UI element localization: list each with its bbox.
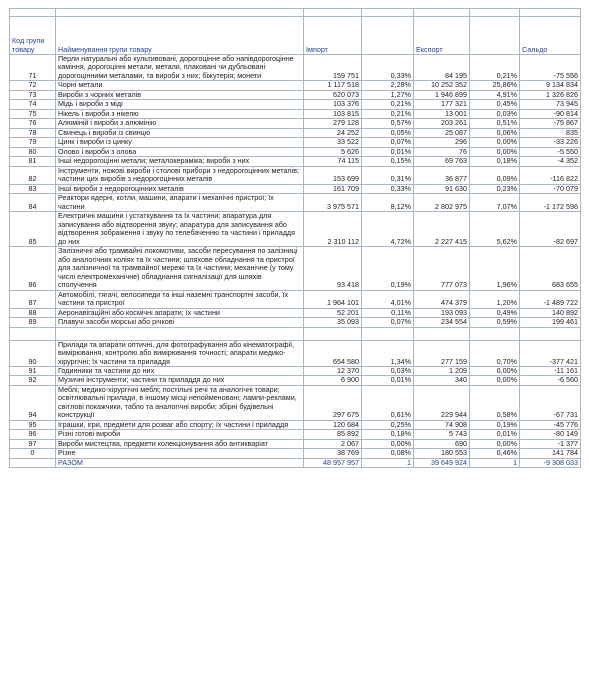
row-export[interactable]: 91 630 bbox=[414, 184, 470, 193]
row-name[interactable]: Інші недорогоцінні метали; металокераміка; вироби з них bbox=[56, 157, 304, 166]
row-export[interactable]: 76 bbox=[414, 147, 470, 156]
total-export[interactable]: 39 649 924 bbox=[414, 458, 470, 467]
row-balance[interactable]: -1 172 596 bbox=[520, 194, 581, 212]
row-code[interactable]: 72 bbox=[10, 81, 56, 90]
row-import[interactable]: 1 964 101 bbox=[304, 290, 362, 308]
row-balance[interactable]: -33 226 bbox=[520, 138, 581, 147]
row-import[interactable]: 6 900 bbox=[304, 376, 362, 385]
row-import-share[interactable]: 0,33% bbox=[362, 184, 414, 193]
row-import-share[interactable]: 0,61% bbox=[362, 385, 414, 420]
header-export[interactable]: Експорт bbox=[414, 17, 470, 55]
table-row bbox=[10, 100, 581, 109]
row-import-share[interactable]: 0,01% bbox=[362, 376, 414, 385]
header-import[interactable]: Імпорт bbox=[304, 17, 362, 55]
row-balance[interactable]: 9 134 834 bbox=[520, 81, 581, 90]
row-import[interactable]: 74 115 bbox=[304, 157, 362, 166]
row-import[interactable]: 1 117 518 bbox=[304, 81, 362, 90]
spreadsheet-sheet bbox=[9, 8, 580, 678]
empty-cell[interactable] bbox=[362, 327, 414, 340]
row-balance[interactable]: -6 560 bbox=[520, 376, 581, 385]
table-row bbox=[10, 308, 581, 317]
row-import-share[interactable]: 0,15% bbox=[362, 157, 414, 166]
row-code[interactable]: 80 bbox=[10, 147, 56, 156]
total-export-share[interactable]: 1 bbox=[470, 458, 520, 467]
empty-cell[interactable] bbox=[520, 327, 581, 340]
row-export-share[interactable]: 0,01% bbox=[470, 430, 520, 439]
row-code[interactable]: 79 bbox=[10, 138, 56, 147]
row-name[interactable]: Музичні інструменти; частини та приладдя до них bbox=[56, 376, 304, 385]
row-import-share[interactable]: 0,00% bbox=[362, 439, 414, 448]
row-balance[interactable]: 683 655 bbox=[520, 247, 581, 290]
empty-cell[interactable] bbox=[10, 327, 56, 340]
row-export[interactable]: 2 227 415 bbox=[414, 212, 470, 247]
row-export[interactable]: 296 bbox=[414, 138, 470, 147]
row-name[interactable]: Інші вироби з недорогоцінних металів bbox=[56, 184, 304, 193]
row-name[interactable]: Мідь і вироби з міді bbox=[56, 100, 304, 109]
row-export[interactable]: 25 087 bbox=[414, 128, 470, 137]
row-name[interactable]: Різні готові вироби bbox=[56, 430, 304, 439]
table-row bbox=[10, 376, 581, 385]
row-balance[interactable]: 835 bbox=[520, 128, 581, 137]
row-import[interactable]: 33 522 bbox=[304, 138, 362, 147]
row-import[interactable]: 5 626 bbox=[304, 147, 362, 156]
row-export-share[interactable]: 0,09% bbox=[470, 166, 520, 184]
top-empty-row bbox=[10, 9, 581, 17]
row-export[interactable]: 5 743 bbox=[414, 430, 470, 439]
row-code[interactable]: 91 bbox=[10, 366, 56, 375]
row-import[interactable]: 52 201 bbox=[304, 308, 362, 317]
row-name[interactable]: Чорні метали bbox=[56, 81, 304, 90]
row-import[interactable]: 93 418 bbox=[304, 247, 362, 290]
row-export[interactable]: 234 554 bbox=[414, 318, 470, 327]
row-balance[interactable]: 141 784 bbox=[520, 449, 581, 458]
row-balance[interactable]: -5 550 bbox=[520, 147, 581, 156]
table-row bbox=[10, 366, 581, 375]
row-export[interactable]: 690 bbox=[414, 439, 470, 448]
table-row bbox=[10, 385, 581, 420]
total-import-share[interactable]: 1 bbox=[362, 458, 414, 467]
row-code[interactable]: 85 bbox=[10, 212, 56, 247]
row-code[interactable]: 71 bbox=[10, 55, 56, 81]
table-row bbox=[10, 90, 581, 99]
row-import[interactable]: 654 580 bbox=[304, 340, 362, 366]
row-export-share[interactable]: 0,59% bbox=[470, 318, 520, 327]
table-row bbox=[10, 247, 581, 290]
row-balance[interactable]: -80 149 bbox=[520, 430, 581, 439]
header-export-share[interactable] bbox=[470, 17, 520, 55]
row-import-share[interactable]: 0,25% bbox=[362, 420, 414, 429]
row-code[interactable]: 90 bbox=[10, 340, 56, 366]
row-code[interactable]: 81 bbox=[10, 157, 56, 166]
row-balance[interactable]: -4 352 bbox=[520, 157, 581, 166]
header-import-share[interactable] bbox=[362, 17, 414, 55]
row-balance[interactable]: 140 892 bbox=[520, 308, 581, 317]
row-name[interactable]: Олово і вироби з олова bbox=[56, 147, 304, 156]
row-name[interactable]: Залізничні або трамвайні локомотиви, засоби пересування по залізниці або аналогічних коліях та їх частини; шляхове обладнання та пристрої для залізничної та трамвайної мережі та їх частини; механічне (у тому числі електромеханічне) обладнання сигналізації для шляхів сполучення bbox=[56, 247, 304, 290]
row-code[interactable]: 87 bbox=[10, 290, 56, 308]
row-balance[interactable]: -75 556 bbox=[520, 55, 581, 81]
row-import-share[interactable]: 0,21% bbox=[362, 100, 414, 109]
header-row bbox=[10, 17, 581, 55]
row-export[interactable]: 13 001 bbox=[414, 109, 470, 118]
row-export-share[interactable]: 1,96% bbox=[470, 247, 520, 290]
row-code[interactable]: 82 bbox=[10, 166, 56, 184]
empty-cell[interactable] bbox=[56, 327, 304, 340]
row-code[interactable]: 95 bbox=[10, 420, 56, 429]
row-name[interactable]: Цинк і вироби із цинку bbox=[56, 138, 304, 147]
row-name[interactable]: Годинники та частини до них bbox=[56, 366, 304, 375]
row-import[interactable]: 279 128 bbox=[304, 119, 362, 128]
row-export[interactable]: 2 802 975 bbox=[414, 194, 470, 212]
table-row bbox=[10, 119, 581, 128]
row-export-share[interactable]: 0,06% bbox=[470, 128, 520, 137]
row-import[interactable]: 24 252 bbox=[304, 128, 362, 137]
empty-cell[interactable] bbox=[304, 327, 362, 340]
row-name[interactable]: Вироби з чорних металів bbox=[56, 90, 304, 99]
row-name[interactable]: Реактори ядерні, котли, машини, апарати і механічні пристрої; їх частини bbox=[56, 194, 304, 212]
row-balance[interactable]: -75 867 bbox=[520, 119, 581, 128]
empty-cell[interactable] bbox=[414, 327, 470, 340]
row-export[interactable]: 229 944 bbox=[414, 385, 470, 420]
row-import[interactable]: 12 370 bbox=[304, 366, 362, 375]
row-import-share[interactable]: 0,18% bbox=[362, 430, 414, 439]
row-code[interactable]: 97 bbox=[10, 439, 56, 448]
row-import-share[interactable]: 8,12% bbox=[362, 194, 414, 212]
row-export-share[interactable]: 0,00% bbox=[470, 138, 520, 147]
row-code[interactable]: 74 bbox=[10, 100, 56, 109]
row-export-share[interactable]: 0,23% bbox=[470, 184, 520, 193]
row-import-share[interactable]: 2,28% bbox=[362, 81, 414, 90]
table-row bbox=[10, 166, 581, 184]
row-import[interactable]: 620 073 bbox=[304, 90, 362, 99]
table-row bbox=[10, 449, 581, 458]
row-import-share[interactable]: 4,01% bbox=[362, 290, 414, 308]
table-row bbox=[10, 128, 581, 137]
row-export[interactable]: 277 159 bbox=[414, 340, 470, 366]
table-row bbox=[10, 290, 581, 308]
row-code[interactable]: 86 bbox=[10, 247, 56, 290]
row-name[interactable]: Плавучі засоби морські або річкові bbox=[56, 318, 304, 327]
row-balance[interactable]: -1 489 722 bbox=[520, 290, 581, 308]
row-export[interactable]: 203 261 bbox=[414, 119, 470, 128]
row-balance[interactable]: -67 731 bbox=[520, 385, 581, 420]
table-row bbox=[10, 340, 581, 366]
row-export-share[interactable]: 0,18% bbox=[470, 157, 520, 166]
table-row bbox=[10, 147, 581, 156]
row-import[interactable]: 35 093 bbox=[304, 318, 362, 327]
row-export-share[interactable]: 0,21% bbox=[470, 55, 520, 81]
row-export-share[interactable]: 0,70% bbox=[470, 340, 520, 366]
row-code[interactable]: 96 bbox=[10, 430, 56, 439]
row-export[interactable]: 84 195 bbox=[414, 55, 470, 81]
row-name[interactable]: Нікель і вироби з нікелю bbox=[56, 109, 304, 118]
row-export-share[interactable]: 0,00% bbox=[470, 366, 520, 375]
row-import-share[interactable]: 1,34% bbox=[362, 340, 414, 366]
row-balance[interactable]: 199 461 bbox=[520, 318, 581, 327]
row-import-share[interactable]: 0,03% bbox=[362, 366, 414, 375]
row-export-share[interactable]: 0,45% bbox=[470, 100, 520, 109]
row-balance[interactable]: -70 079 bbox=[520, 184, 581, 193]
row-balance[interactable]: -90 814 bbox=[520, 109, 581, 118]
header-balance[interactable]: Сальдо bbox=[520, 17, 581, 55]
row-name[interactable]: Алюміній і вироби з алюмінію bbox=[56, 119, 304, 128]
row-name[interactable]: Інструменти, ножові вироби і столові прибори з недорогоцінних металів; частини цих виробів з недорогоцінних металів bbox=[56, 166, 304, 184]
row-name[interactable]: Іграшки, ігри, предмети для розваг або спорту; їх частини і приладдя bbox=[56, 420, 304, 429]
row-name[interactable]: Вироби мистецтва, предмети колекціонування або антикваріат bbox=[56, 439, 304, 448]
row-export[interactable]: 36 877 bbox=[414, 166, 470, 184]
row-import[interactable]: 2 310 112 bbox=[304, 212, 362, 247]
row-name[interactable]: Різне bbox=[56, 449, 304, 458]
row-code[interactable]: 94 bbox=[10, 385, 56, 420]
empty-cell[interactable] bbox=[470, 327, 520, 340]
row-export[interactable]: 193 093 bbox=[414, 308, 470, 317]
row-import-share[interactable]: 0,07% bbox=[362, 318, 414, 327]
row-import-share[interactable]: 0,31% bbox=[362, 166, 414, 184]
row-balance[interactable]: -82 697 bbox=[520, 212, 581, 247]
row-export[interactable]: 340 bbox=[414, 376, 470, 385]
row-export[interactable]: 180 553 bbox=[414, 449, 470, 458]
row-name[interactable]: Меблі; медико-хірургічні меблі; постільні речі та аналогічні товари; освітлювальні прилади, в іншому місці непойменовані; лампи-реклами, світлові покажчики, табло та аналогічні вироби; збірні будівельні конструкції bbox=[56, 385, 304, 420]
row-import-share[interactable]: 0,57% bbox=[362, 119, 414, 128]
table-row bbox=[10, 138, 581, 147]
header-code[interactable]: Код групи товару bbox=[10, 17, 56, 55]
spacer-row bbox=[10, 327, 581, 340]
table-row bbox=[10, 55, 581, 81]
row-code[interactable]: 92 bbox=[10, 376, 56, 385]
table-row bbox=[10, 439, 581, 448]
table-row bbox=[10, 430, 581, 439]
table-row bbox=[10, 194, 581, 212]
row-export-share[interactable]: 0,58% bbox=[470, 385, 520, 420]
row-export[interactable]: 10 252 352 bbox=[414, 81, 470, 90]
row-import[interactable]: 153 699 bbox=[304, 166, 362, 184]
table-row bbox=[10, 81, 581, 90]
row-code[interactable]: 84 bbox=[10, 194, 56, 212]
row-export-share[interactable]: 7,07% bbox=[470, 194, 520, 212]
row-name[interactable]: Електричні машини і устаткування та їх частини; апаратура для записування або відтворення звуку; апаратура для записування або відтворення зображення і звуку по телебаченню та частини і приладдя до них bbox=[56, 212, 304, 247]
table-body bbox=[10, 9, 581, 468]
row-import-share[interactable]: 0,21% bbox=[362, 109, 414, 118]
header-name[interactable]: Найменування групи товару bbox=[56, 17, 304, 55]
total-label[interactable]: РАЗОМ bbox=[56, 458, 304, 467]
row-export-share[interactable]: 0,03% bbox=[470, 109, 520, 118]
row-import-share[interactable]: 0,11% bbox=[362, 308, 414, 317]
row-import[interactable]: 103 376 bbox=[304, 100, 362, 109]
row-import-share[interactable]: 1,27% bbox=[362, 90, 414, 99]
row-import-share[interactable]: 0,08% bbox=[362, 449, 414, 458]
row-code[interactable]: 78 bbox=[10, 128, 56, 137]
row-import[interactable]: 103 815 bbox=[304, 109, 362, 118]
row-export-share[interactable]: 1,20% bbox=[470, 290, 520, 308]
table-row bbox=[10, 212, 581, 247]
row-export[interactable]: 69 763 bbox=[414, 157, 470, 166]
row-balance[interactable]: -45 776 bbox=[520, 420, 581, 429]
row-export[interactable]: 1 209 bbox=[414, 366, 470, 375]
total-balance[interactable]: -9 308 033 bbox=[520, 458, 581, 467]
row-import[interactable]: 85 892 bbox=[304, 430, 362, 439]
row-import[interactable]: 38 769 bbox=[304, 449, 362, 458]
row-export-share[interactable]: 0,00% bbox=[470, 147, 520, 156]
trade-table bbox=[9, 8, 581, 468]
row-name[interactable]: Свинець і вироби із свинцю bbox=[56, 128, 304, 137]
row-balance[interactable]: -116 822 bbox=[520, 166, 581, 184]
row-import[interactable]: 120 684 bbox=[304, 420, 362, 429]
row-export-share[interactable]: 4,91% bbox=[470, 90, 520, 99]
total-code[interactable] bbox=[10, 458, 56, 467]
row-code[interactable]: 75 bbox=[10, 109, 56, 118]
row-export-share[interactable]: 0,19% bbox=[470, 420, 520, 429]
row-import-share[interactable]: 0,05% bbox=[362, 128, 414, 137]
row-export-share[interactable]: 5,62% bbox=[470, 212, 520, 247]
row-code[interactable]: 89 bbox=[10, 318, 56, 327]
row-export[interactable]: 74 908 bbox=[414, 420, 470, 429]
row-code[interactable]: 83 bbox=[10, 184, 56, 193]
row-export[interactable]: 177 321 bbox=[414, 100, 470, 109]
table-row bbox=[10, 184, 581, 193]
row-balance[interactable]: 1 326 826 bbox=[520, 90, 581, 99]
row-export[interactable]: 1 946 899 bbox=[414, 90, 470, 99]
row-export-share[interactable]: 25,86% bbox=[470, 81, 520, 90]
row-balance[interactable]: 73 945 bbox=[520, 100, 581, 109]
row-balance[interactable]: -377 421 bbox=[520, 340, 581, 366]
row-import[interactable]: 2 067 bbox=[304, 439, 362, 448]
row-code[interactable]: 0 bbox=[10, 449, 56, 458]
row-name[interactable]: Прилади та апарати оптичні, для фотографування або кінематографії, вимірювання, контролю або вимірювання точності; апарати медико-хірургічні; їх частини та приладдя bbox=[56, 340, 304, 366]
row-balance[interactable]: -11 161 bbox=[520, 366, 581, 375]
total-import[interactable]: 48 957 957 bbox=[304, 458, 362, 467]
table-row bbox=[10, 318, 581, 327]
row-import-share[interactable]: 0,07% bbox=[362, 138, 414, 147]
row-export-share[interactable]: 0,46% bbox=[470, 449, 520, 458]
row-export-share[interactable]: 0,49% bbox=[470, 308, 520, 317]
row-export-share[interactable]: 0,00% bbox=[470, 439, 520, 448]
row-import[interactable]: 3 975 571 bbox=[304, 194, 362, 212]
row-name[interactable]: Перли натуральні або культивовані, дорогоцінне або напівдорогоцінне каміння, дорогоцінні метали, метали, плаковані чи дубльовані дорогоцінними металами, та вироби з них; біжутерія; монети bbox=[56, 55, 304, 81]
row-import-share[interactable]: 4,72% bbox=[362, 212, 414, 247]
row-import[interactable]: 297 675 bbox=[304, 385, 362, 420]
row-export-share[interactable]: 0,51% bbox=[470, 119, 520, 128]
row-name[interactable]: Автомобілі, тягачі, велосипеди та інші наземні транспортні засоби, їх частини та пристрої bbox=[56, 290, 304, 308]
row-import-share[interactable]: 0,19% bbox=[362, 247, 414, 290]
table-row bbox=[10, 109, 581, 118]
row-import-share[interactable]: 0,33% bbox=[362, 55, 414, 81]
table-row bbox=[10, 157, 581, 166]
row-code[interactable]: 76 bbox=[10, 119, 56, 128]
row-code[interactable]: 73 bbox=[10, 90, 56, 99]
table-row bbox=[10, 420, 581, 429]
row-import[interactable]: 159 751 bbox=[304, 55, 362, 81]
row-balance[interactable]: -1 377 bbox=[520, 439, 581, 448]
row-import-share[interactable]: 0,01% bbox=[362, 147, 414, 156]
row-name[interactable]: Аеронавігаційні або космічні апарати; їх частини bbox=[56, 308, 304, 317]
row-import[interactable]: 161 709 bbox=[304, 184, 362, 193]
total-row bbox=[10, 458, 581, 467]
row-export[interactable]: 474 379 bbox=[414, 290, 470, 308]
row-export-share[interactable]: 0,00% bbox=[470, 376, 520, 385]
row-export[interactable]: 777 073 bbox=[414, 247, 470, 290]
row-code[interactable]: 88 bbox=[10, 308, 56, 317]
